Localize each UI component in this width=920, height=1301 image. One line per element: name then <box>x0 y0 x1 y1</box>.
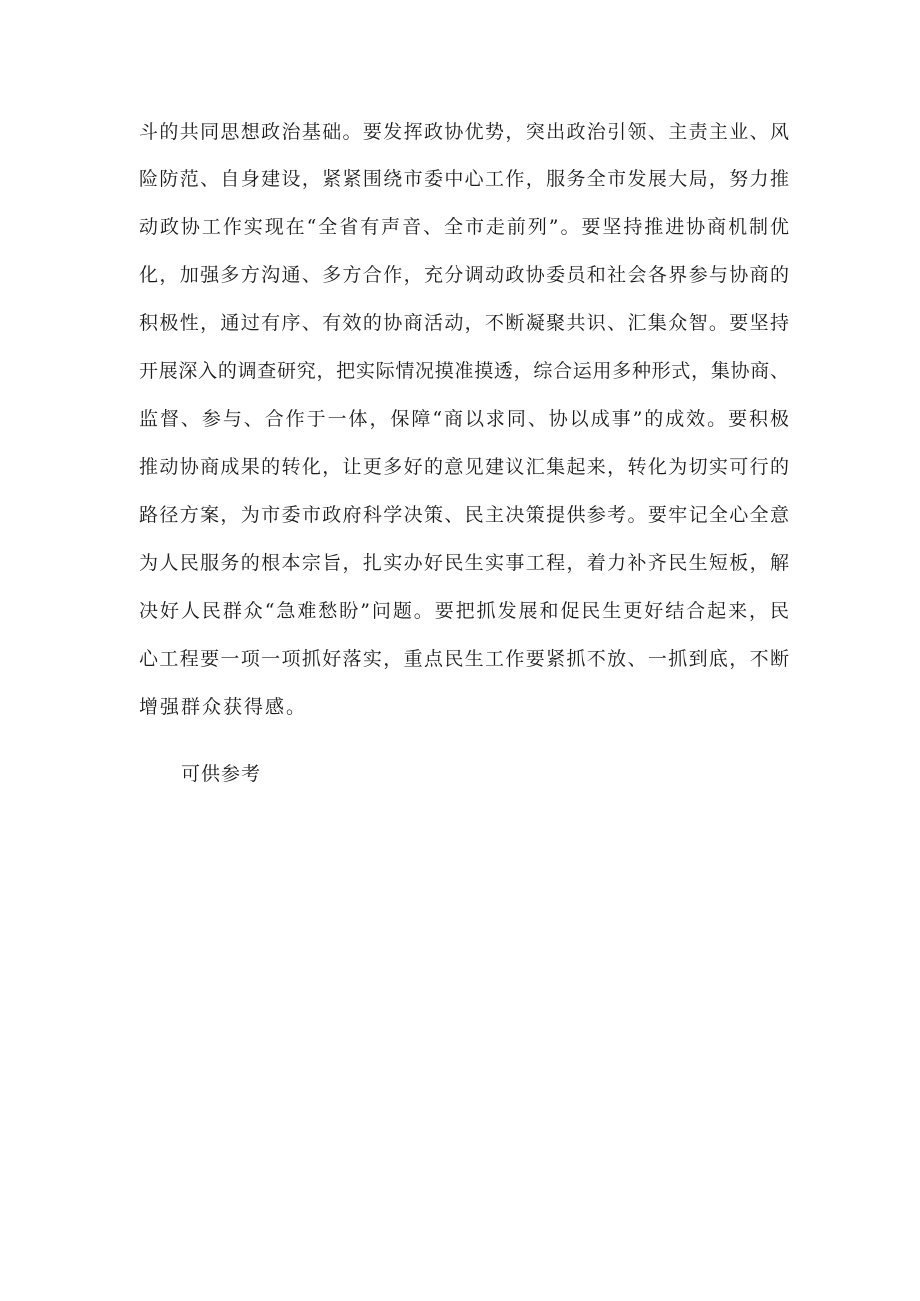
paragraph-line: 积极性，通过有序、有效的协商活动，不断凝聚共识、汇集众智。要坚持 <box>139 312 789 334</box>
paragraph-line: 路径方案，为市委市政府科学决策、民主决策提供参考。要牢记全心全意 <box>139 504 789 526</box>
paragraph-line: 动政协工作实现在“全省有声音、全市走前列”。要坚持推进协商机制优 <box>139 216 789 238</box>
paragraph-line: 斗的共同思想政治基础。要发挥政协优势，突出政治引领、主责主业、风 <box>139 121 789 143</box>
paragraph-line: 险防范、自身建设，紧紧围绕市委中心工作，服务全市发展大局，努力推 <box>139 168 789 190</box>
paragraph-line: 心工程要一项一项抓好落实，重点民生工作要紧抓不放、一抓到底，不断 <box>139 648 789 670</box>
paragraph-line: 开展深入的调查研究，把实际情况摸准摸透，综合运用多种形式，集协商、 <box>139 360 789 382</box>
paragraph-last-line: 增强群众获得感。 <box>139 696 308 718</box>
paragraph-line: 决好人民群众“急难愁盼”问题。要把抓发展和促民生更好结合起来，民 <box>139 600 789 622</box>
paragraph-line: 推动协商成果的转化，让更多好的意见建议汇集起来，转化为切实可行的 <box>139 456 789 478</box>
paragraph-line: 为人民服务的根本宗旨，扎实办好民生实事工程，着力补齐民生短板，解 <box>139 552 789 574</box>
paragraph-line: 化，加强多方沟通、多方合作，充分调动政协委员和社会各界参与协商的 <box>139 264 789 286</box>
paragraph-line: 监督、参与、合作于一体，保障“商以求同、协以成事”的成效。要积极 <box>139 408 789 430</box>
closing-note: 可供参考 <box>181 763 262 785</box>
